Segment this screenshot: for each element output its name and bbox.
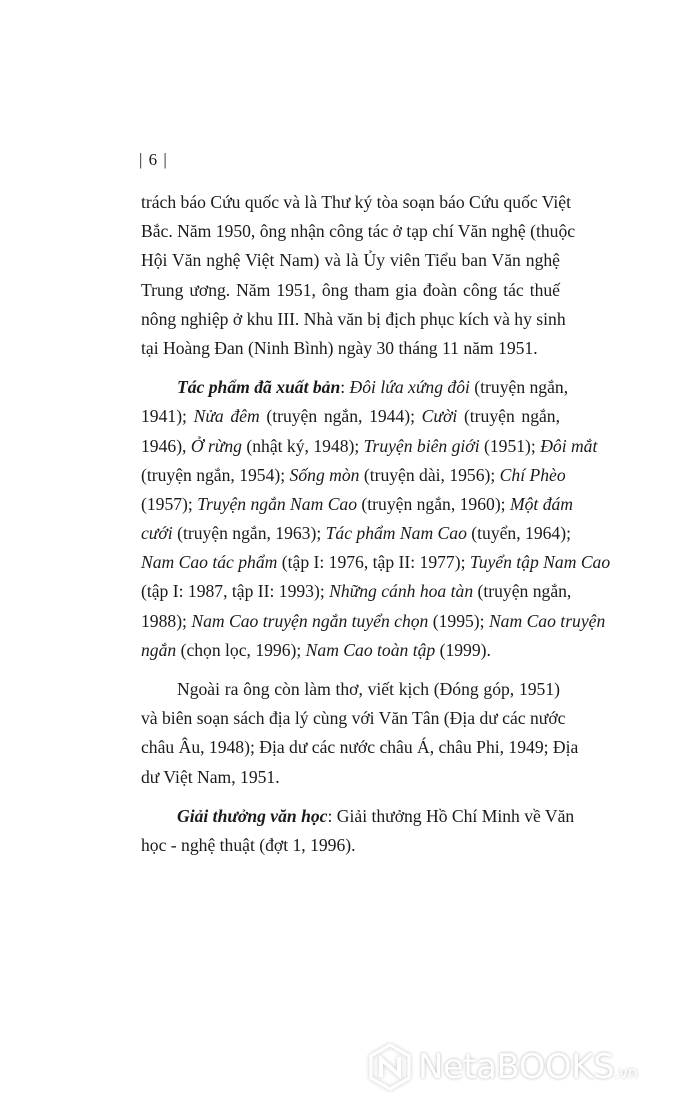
text-span: (truyện ngắn, 1960); [357, 493, 510, 514]
text-line [141, 675, 560, 704]
page-number: | 6 | [139, 150, 168, 169]
netabooks-logo-icon [368, 1043, 412, 1091]
text-line [141, 334, 560, 363]
text-span: (truyện dài, 1956); [359, 464, 500, 485]
text-span: (1957); [141, 493, 198, 514]
work-title: Cười [421, 406, 458, 427]
work-title: Nam Cao tác phẩm [141, 552, 278, 573]
text-span: và biên soạn sách địa lý cùng với Văn Tân (Địa dư các nước [141, 708, 566, 729]
work-title: Những cánh hoa tàn [329, 581, 474, 602]
text-span: (tuyển, 1964); [466, 523, 571, 544]
paragraph [141, 373, 611, 665]
text-line [141, 763, 560, 792]
text-span: (truyện ngắn, 1954); [141, 464, 290, 485]
text-line [141, 733, 579, 762]
page-body [141, 188, 611, 870]
text-line [141, 519, 571, 548]
text-span: Trung ương. Năm 1951, ông tham gia đoàn công tác thuế [141, 279, 560, 300]
text-span: : [340, 377, 350, 398]
text-line [141, 373, 569, 402]
text-line [141, 802, 575, 831]
text-line [141, 246, 560, 275]
work-title: Đôi mắt [540, 435, 598, 456]
text-span: : Giải thưởng Hồ Chí Minh về Văn [327, 805, 575, 826]
text-span: dư Việt Nam, 1951. [141, 766, 280, 787]
paragraph [141, 188, 576, 363]
watermark-text: NetaBOOKS.vn [418, 1047, 638, 1087]
text-span: 1988); [141, 610, 192, 631]
work-title: Nam Cao truyện ngắn tuyển chọn [191, 610, 429, 631]
paragraph [141, 675, 579, 792]
work-title: Đôi lứa xứng đôi [349, 377, 470, 398]
text-span: 1941); [141, 406, 194, 427]
text-line [141, 548, 611, 577]
text-span: Ngoài ra ông còn làm thơ, viết kịch (Đóng góp, 1951) [177, 679, 560, 699]
work-title: Tuyển tập Nam Cao [469, 552, 611, 573]
text-line [141, 704, 566, 733]
work-title: Sống mòn [289, 464, 360, 485]
text-span: nông nghiệp ở khu III. Nhà văn bị địch phục kích và hy sinh [141, 308, 566, 329]
work-title: Một đám [509, 493, 574, 514]
text-span: 1946), [141, 435, 191, 456]
section-label: Giải thưởng văn học [177, 805, 328, 826]
text-line [141, 432, 598, 461]
text-span: (tập I: 1976, tập II: 1977); [277, 552, 470, 573]
text-line [141, 276, 560, 305]
work-title: Ở rừng [190, 435, 242, 456]
text-span: Hội Văn nghệ Việt Nam) và là Ủy viên Tiểu ban Văn nghệ [141, 250, 560, 271]
text-span: (truyện ngắn, 1963); [172, 523, 326, 544]
text-span: trách báo Cứu quốc và là Thư ký tòa soạn báo Cứu quốc Việt [141, 192, 571, 212]
text-span: tại Hoàng Đan (Ninh Bình) ngày 30 tháng 11 năm 1951. [141, 337, 538, 358]
text-span: (truyện ngắn, 1944); [259, 406, 422, 427]
text-line [141, 577, 572, 606]
work-title: Nửa đêm [193, 406, 260, 427]
text-span: (tập I: 1987, tập II: 1993); [141, 581, 330, 602]
text-span: Bắc. Năm 1950, ông nhận công tác ở tạp chí Văn nghệ (thuộc [141, 221, 576, 242]
text-line [141, 490, 574, 519]
text-span: (1995); [428, 610, 489, 631]
text-line [141, 305, 566, 334]
work-title: ngắn [141, 639, 177, 660]
work-title: Nam Cao toàn tập [305, 639, 436, 660]
text-line [141, 188, 571, 217]
text-line [141, 636, 560, 665]
text-line [141, 461, 566, 490]
text-span: (truyện ngắn, [473, 581, 572, 602]
work-title: Tác phẩm Nam Cao [325, 523, 467, 544]
text-span: (1951); [479, 435, 541, 456]
text-span: (nhật ký, 1948); [241, 435, 364, 456]
text-span: học - nghệ thuật (đợt 1, 1996). [141, 834, 356, 855]
work-title: Nam Cao truyện [488, 610, 606, 631]
text-line [141, 217, 576, 246]
paragraph [141, 802, 575, 860]
netabooks-watermark [368, 1043, 637, 1091]
section-label: Tác phẩm đã xuất bản [177, 377, 341, 398]
text-span: (truyện ngắn, [469, 377, 569, 398]
text-span: (chọn lọc, 1996); [176, 639, 306, 660]
work-title: Truyện ngắn Nam Cao [197, 493, 358, 514]
work-title: Chí Phèo [499, 464, 566, 485]
text-span: (truyện ngắn, [457, 406, 560, 427]
work-title: Truyện biên giới [363, 435, 480, 456]
text-line [141, 402, 560, 431]
text-span: châu Âu, 1948); Địa dư các nước châu Á, châu Phi, 1949; Địa [141, 737, 579, 758]
text-line [141, 831, 560, 860]
text-span: (1999). [435, 639, 491, 660]
work-title: cưới [141, 523, 173, 544]
text-line [141, 607, 606, 636]
